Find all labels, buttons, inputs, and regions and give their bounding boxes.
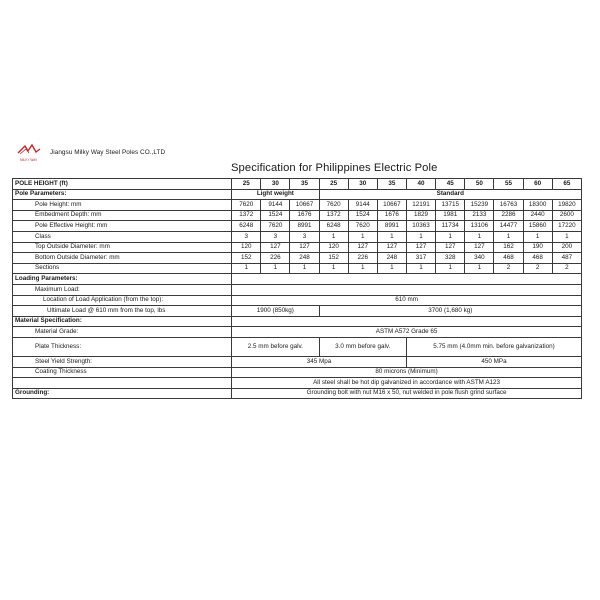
value-cell: 1	[465, 231, 494, 242]
value-cell: 13715	[436, 200, 465, 211]
value-cell: 1372	[232, 210, 261, 221]
standard-header: Standard	[319, 189, 581, 200]
value-cell: 120	[232, 242, 261, 253]
value-cell: 2133	[465, 210, 494, 221]
row-label: Top Outside Diameter: mm	[13, 242, 232, 253]
value-cell: 11734	[436, 221, 465, 232]
table-row	[13, 306, 582, 317]
value-cell: 3	[232, 231, 261, 242]
galvanization-note: All steel shall be hot dip galvanized in accordance with ASTM A123	[232, 378, 582, 389]
value-cell: 127	[261, 242, 290, 253]
height-cell: 55	[494, 179, 523, 190]
value-cell: 1	[348, 263, 377, 274]
value-cell: 127	[290, 242, 319, 253]
empty-cell	[232, 284, 582, 295]
value-cell: 13106	[465, 221, 494, 232]
value-cell: 127	[348, 242, 377, 253]
plate-thickness-standard-b: 5.75 mm (4.0mm min. before galvanization)	[406, 337, 581, 356]
height-cell: 50	[465, 179, 494, 190]
table-row	[13, 200, 582, 211]
value-cell: 3	[261, 231, 290, 242]
row-label: Location of Load Application (from the top):	[13, 295, 232, 306]
table-row	[13, 388, 582, 399]
value-cell: 2	[494, 263, 523, 274]
empty-cell	[232, 274, 582, 285]
table-row	[13, 231, 582, 242]
yield-value-a: 345 Mpa	[232, 356, 407, 367]
value-cell: 152	[319, 253, 348, 264]
value-cell: 340	[465, 253, 494, 264]
value-cell: 1	[319, 231, 348, 242]
row-label: Pole Height: mm	[13, 200, 232, 211]
table-row	[13, 327, 582, 338]
table-row	[13, 189, 582, 200]
company-logo-icon	[17, 143, 41, 163]
value-cell: 226	[348, 253, 377, 264]
table-row	[13, 337, 582, 356]
height-cell: 45	[436, 179, 465, 190]
company-name: Jiangsu Milky Way Steel Poles CO.,LTD	[50, 149, 166, 156]
value-cell: 7620	[319, 200, 348, 211]
table-row	[13, 210, 582, 221]
height-cell: 35	[290, 179, 319, 190]
light-weight-header: Light weight	[232, 189, 319, 200]
value-cell: 1	[232, 263, 261, 274]
value-cell: 2	[552, 263, 581, 274]
row-label: Pole Effective Height: mm	[13, 221, 232, 232]
spec-table	[12, 178, 582, 399]
value-cell: 3	[290, 231, 319, 242]
row-label: Class	[13, 231, 232, 242]
height-cell: 25	[232, 179, 261, 190]
value-cell: 7620	[232, 200, 261, 211]
value-cell: 127	[436, 242, 465, 253]
value-cell: 9144	[348, 200, 377, 211]
value-cell: 1	[436, 263, 465, 274]
load-location-value: 610 mm	[232, 295, 582, 306]
value-cell: 162	[494, 242, 523, 253]
value-cell: 8991	[290, 221, 319, 232]
row-label: Coating Thickness	[13, 367, 232, 378]
value-cell: 2440	[523, 210, 552, 221]
section-loading-parameters: Loading Parameters:	[13, 274, 232, 285]
value-cell: 19820	[552, 200, 581, 211]
ultimate-load-standard: 3700 (1,680 kg)	[319, 306, 581, 317]
value-cell: 15239	[465, 200, 494, 211]
plate-thickness-standard-a: 3.0 mm before galv.	[319, 337, 406, 356]
table-row	[13, 253, 582, 264]
document-title: Specification for Philippines Electric Pole	[231, 162, 438, 174]
height-cell: 65	[552, 179, 581, 190]
table-row	[13, 274, 582, 285]
value-cell: 317	[406, 253, 435, 264]
value-cell: 190	[523, 242, 552, 253]
table-row	[13, 316, 582, 327]
value-cell: 15860	[523, 221, 552, 232]
value-cell: 152	[232, 253, 261, 264]
value-cell: 200	[552, 242, 581, 253]
value-cell: 127	[465, 242, 494, 253]
table-row	[13, 179, 582, 190]
value-cell: 6248	[232, 221, 261, 232]
value-cell: 2600	[552, 210, 581, 221]
coating-value: 80 microns (Minimum)	[232, 367, 582, 378]
row-label: Steel Yield Strength:	[13, 356, 232, 367]
height-cell: 30	[348, 179, 377, 190]
grounding-value: Grounding bolt with nut M16 x 50, nut welded in pole flush grind surface	[232, 388, 582, 399]
value-cell: 1676	[377, 210, 406, 221]
value-cell: 10363	[406, 221, 435, 232]
value-cell: 1	[523, 231, 552, 242]
value-cell: 487	[552, 253, 581, 264]
value-cell: 1	[406, 263, 435, 274]
value-cell: 1	[552, 231, 581, 242]
value-cell: 2286	[494, 210, 523, 221]
value-cell: 248	[290, 253, 319, 264]
value-cell: 1829	[406, 210, 435, 221]
value-cell: 17220	[552, 221, 581, 232]
value-cell: 1	[494, 231, 523, 242]
section-material-specification: Material Specification:	[13, 316, 232, 327]
row-label: Ultimate Load @ 610 mm from the top, lbs	[13, 306, 232, 317]
height-cell: 25	[319, 179, 348, 190]
row-label: Embedment Depth: mm	[13, 210, 232, 221]
value-cell: 248	[377, 253, 406, 264]
value-cell: 1676	[290, 210, 319, 221]
empty-cell	[13, 378, 232, 389]
value-cell: 127	[377, 242, 406, 253]
value-cell: 14477	[494, 221, 523, 232]
value-cell: 6248	[319, 221, 348, 232]
height-cell: 40	[406, 179, 435, 190]
value-cell: 127	[406, 242, 435, 253]
value-cell: 1524	[348, 210, 377, 221]
value-cell: 1	[377, 263, 406, 274]
height-cell: 30	[261, 179, 290, 190]
value-cell: 1	[261, 263, 290, 274]
table-row	[13, 221, 582, 232]
section-pole-parameters: Pole Parameters:	[13, 189, 232, 200]
value-cell: 1	[465, 263, 494, 274]
table-row	[13, 263, 582, 274]
value-cell: 120	[319, 242, 348, 253]
row-label: Sections	[13, 263, 232, 274]
value-cell: 9144	[261, 200, 290, 211]
value-cell: 1	[290, 263, 319, 274]
value-cell: 1	[319, 263, 348, 274]
value-cell: 468	[523, 253, 552, 264]
material-grade-value: ASTM A572 Grade 65	[232, 327, 582, 338]
value-cell: 328	[436, 253, 465, 264]
plate-thickness-light: 2.5 mm before galv.	[232, 337, 319, 356]
value-cell: 1	[436, 231, 465, 242]
table-row	[13, 284, 582, 295]
value-cell: 226	[261, 253, 290, 264]
yield-value-b: 450 MPa	[406, 356, 581, 367]
value-cell: 1	[406, 231, 435, 242]
row-label: Plate Thickness:	[13, 337, 232, 356]
value-cell: 2	[523, 263, 552, 274]
value-cell: 18300	[523, 200, 552, 211]
value-cell: 1	[377, 231, 406, 242]
table-row	[13, 295, 582, 306]
value-cell: 1	[348, 231, 377, 242]
logo-text: MILKY WAY	[20, 158, 38, 162]
value-cell: 1372	[319, 210, 348, 221]
value-cell: 1524	[261, 210, 290, 221]
value-cell: 1981	[436, 210, 465, 221]
section-grounding: Grounding:	[13, 388, 232, 399]
table-row	[13, 242, 582, 253]
value-cell: 10667	[377, 200, 406, 211]
value-cell: 16763	[494, 200, 523, 211]
empty-cell	[232, 316, 582, 327]
value-cell: 10667	[290, 200, 319, 211]
pole-height-header: POLE HEIGHT (ft)	[13, 179, 232, 190]
height-cell: 35	[377, 179, 406, 190]
value-cell: 7620	[261, 221, 290, 232]
ultimate-load-light: 1900 (850kg)	[232, 306, 319, 317]
row-label: Material Grade:	[13, 327, 232, 338]
height-cell: 60	[523, 179, 552, 190]
row-label: Bottom Outside Diameter: mm	[13, 253, 232, 264]
value-cell: 7620	[348, 221, 377, 232]
value-cell: 8991	[377, 221, 406, 232]
table-row	[13, 356, 582, 367]
value-cell: 12191	[406, 200, 435, 211]
row-label: Maximum Load:	[13, 284, 232, 295]
table-row	[13, 367, 582, 378]
table-row	[13, 378, 582, 389]
value-cell: 468	[494, 253, 523, 264]
